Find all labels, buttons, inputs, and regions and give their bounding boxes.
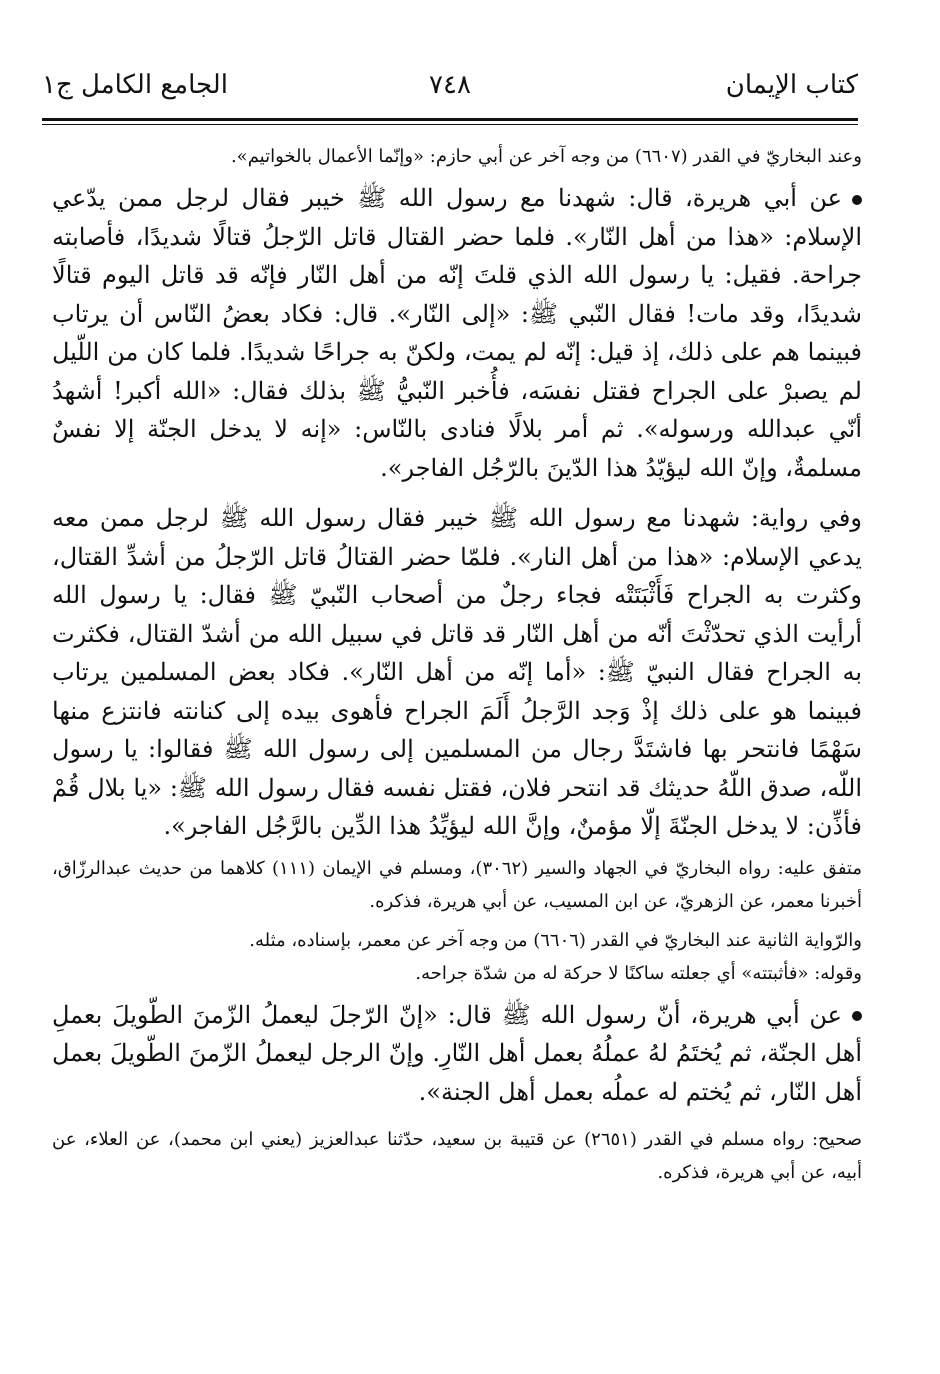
- hadith-paragraph: عن أبي هريرة، أنّ رسول الله ﷺ قال: «إنّ الرّجلَ ليعملُ الزّمنَ الطّويلَ بعملِ أهل الجنّة، ثم يُختَمُ لهُ عملُهُ بعمل أهل النّارِ. وإنّ الرجل ليعملُ الزّمنَ الطّويلَ بعمل أهل النّار، ثم يُختم له عملُه بعمل أهل الجنة».: [52, 1000, 862, 1106]
- page-body: [52, 140, 862, 1189]
- takhrij-paragraph: متفق عليه: رواه البخاريّ في الجهاد والسير (٣٠٦٢)، ومسلم في الإيمان (١١١) كلاهما من حديث عبدالرزّاق، أخبرنا معمر، عن الزهريّ، عن ابن المسيب، عن أبي هريرة، فذكره.: [52, 857, 862, 912]
- book-title: الجامع الكامل ج١: [42, 70, 228, 100]
- hadith-paragraph: عن أبي هريرة، قال: شهدنا مع رسول الله ﷺ خيبر فقال لرجل ممن يدّعي الإسلام: «هذا من أهل النّار». فلما حضر القتال قاتل الرّجلُ قتالًا شديدًا، فأصابته جراحة. فقيل: يا رسول الله الذي قلتَ إنّه من أهل النّار فإنّه قد قاتل اليوم قتالًا شديدًا، وقد مات! فقال النّبي ﷺ: «إلى النّار». قال: فكاد بعضُ النّاس أن يرتاب فبينما هم على ذلك، إذ قيل: إنّه لم يمت، ولكنّ به جراحًا شديدًا. فلما كان من اللّيل لم يصبرْ على الجراح فقتل نفسَه، فأُخبر النّبيُّ ﷺ بذلك فقال: «الله أكبر! أشهدُ أنّي عبدالله ورسوله». ثم أمر بلالًا فنادى بالنّاس: «إنه لا يدخل الجنّة إلا نفسٌ مسلمةٌ، وإنّ الله ليؤيّدُ هذا الدّينَ بالرّجُل الفاجر».: [52, 184, 863, 482]
- bullet-icon: [852, 195, 862, 205]
- narration-paragraph: وفي رواية: شهدنا مع رسول الله ﷺ خيبر فقال رسول الله ﷺ لرجل ممن معه يدعي الإسلام: «هذا من أهل النار». فلمّا حضر القتالُ قاتل الرّجلُ من أشدِّ القتال، وكثرت به الجراح فَأَثْبَتَتْه فجاء رجلٌ من أصحاب النّبيّ ﷺ فقال: يا رسول الله أرأيت الذي تحدّثْتَ أنّه من أهل النّار قد قاتل في سبيل الله من أشدّ القتال، فكثرت به الجراح فقال النبيّ ﷺ: «أما إنّه من أهل النّار». فكاد بعض المسلمين يرتاب فبينما هو على ذلك إذْ وَجد الرَّجلُ أَلَمَ الجراح فأهوى بيده إلى كنانته فانتزع منها سَهْمًا فانتحر بها فاشتَدَّ رجال من المسلمين إلى رسول الله ﷺ فقالوا: يا رسول اللّه، صدق اللّهُ حديثك قد انتحر فلان، فقتل نفسه فقال رسول الله ﷺ: «يا بلال قُمْ فأذِّن: لا يدخل الجنّةَ إلّا مؤمنٌ، وإنَّ الله ليؤيِّدُ هذا الدِّين بالرَّجُل الفاجر».: [52, 504, 862, 840]
- page-header: [42, 68, 858, 114]
- chapter-title: كتاب الإيمان: [725, 70, 858, 100]
- header-rule-thin: [42, 124, 858, 125]
- page-number: ٧٤٨: [429, 70, 471, 100]
- note-paragraph: والرّواية الثانية عند البخاريّ في القدر (٦٦٠٦) من وجه آخر عن معمر، بإسناده، مثله.: [249, 929, 862, 951]
- takhrij-paragraph: صحيح: رواه مسلم في القدر (٢٦٥١) عن قتيبة بن سعيد، حدّثنا عبدالعزيز (يعني ابن محمد)، عن العلاء، عن أبيه، عن أبي هريرة، فذكره.: [52, 1129, 862, 1183]
- bullet-icon: [852, 1011, 862, 1021]
- header-rule-thick: [42, 118, 858, 121]
- note-paragraph: وعند البخاريّ في القدر (٦٦٠٧) من وجه آخر عن أبي حازم: «وإنّما الأعمال بالخواتيم».: [230, 146, 862, 167]
- note-paragraph: وقوله: «فأثبتته» أي جعلته ساكنًا لا حركة له من شدّة جراحه.: [415, 962, 862, 984]
